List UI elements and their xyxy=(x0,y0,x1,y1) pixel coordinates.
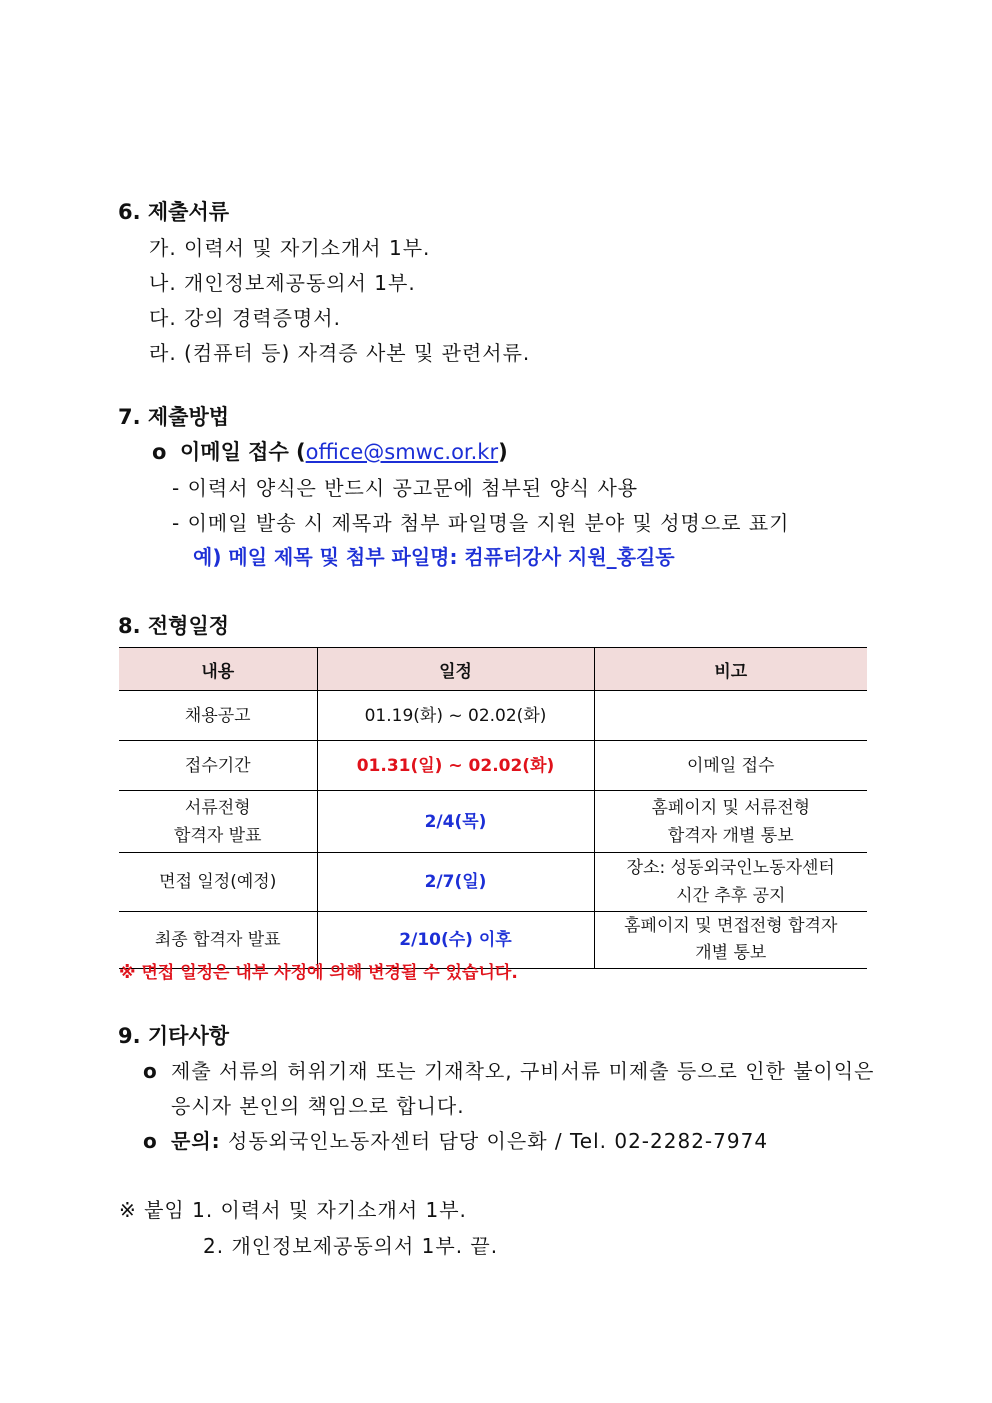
row-content: 서류전형 합격자 발표 xyxy=(119,791,317,853)
section-9-title: 9. 기타사항 xyxy=(118,1024,230,1048)
row-content: 채용공고 xyxy=(119,691,317,741)
s9-inquiry xyxy=(143,1125,768,1154)
bullet-icon: o xyxy=(143,1059,158,1083)
s6-item-3: 다. 강의 경력증명서. xyxy=(149,306,341,330)
header-date: 일정 xyxy=(317,648,594,691)
inquiry-text: 성동외국인노동자센터 담당 이은화 / Tel. 02-2282-7974 xyxy=(220,1129,769,1153)
header-note: 비고 xyxy=(594,648,867,691)
row-content: 면접 일정(예정) xyxy=(119,853,317,912)
email-link[interactable]: office@smwc.or.kr xyxy=(305,440,499,464)
row-note: 장소: 성동외국인노동자센터 시간 추후 공지 xyxy=(594,853,867,912)
row-note xyxy=(594,691,867,741)
s6-item-1: 가. 이력서 및 자기소개서 1부. xyxy=(149,236,431,260)
s7-note-1: - 이력서 양식은 반드시 공고문에 첨부된 양식 사용 xyxy=(172,476,639,500)
attachment-line-2: 2. 개인정보제공동의서 1부. 끝. xyxy=(203,1234,499,1258)
s7-example: 예) 메일 제목 및 첨부 파일명: 컴퓨터강사 지원_홍길동 xyxy=(193,545,675,569)
s9-line-1: o 제출 서류의 허위기재 또는 기재착오, 구비서류 미제출 등으로 인한 불이익은 xyxy=(143,1059,875,1083)
s7-method-close: ) xyxy=(498,440,508,464)
s6-item-4: 라. (컴퓨터 등) 자격증 사본 및 관련서류. xyxy=(149,341,531,365)
table-row xyxy=(119,741,867,791)
section-7-title: 7. 제출방법 xyxy=(118,405,230,429)
row-date: 01.31(일) ~ 02.02(화) xyxy=(317,741,594,791)
section-8-title: 8. 전형일정 xyxy=(118,614,230,638)
attachment-line-1: ※ 붙임 1. 이력서 및 자기소개서 1부. xyxy=(119,1198,467,1222)
row-content: 최종 합격자 발표 xyxy=(119,912,317,969)
table-row xyxy=(119,791,867,853)
bullet-icon: o xyxy=(152,440,167,464)
table-row xyxy=(119,853,867,912)
schedule-notice: ※ 면접 일정은 내부 사정에 의해 변경될 수 있습니다. xyxy=(119,963,518,983)
section-6-title: 6. 제출서류 xyxy=(118,200,230,224)
row-content: 접수기간 xyxy=(119,741,317,791)
schedule-table xyxy=(119,647,867,969)
inquiry-label: 문의: xyxy=(171,1129,221,1153)
table-row xyxy=(119,691,867,741)
row-date: 2/10(수) 이후 xyxy=(317,912,594,969)
s6-item-2: 나. 개인정보제공동의서 1부. xyxy=(149,271,416,295)
s7-method-line xyxy=(152,436,508,466)
row-note: 홈페이지 및 서류전형 합격자 개별 통보 xyxy=(594,791,867,853)
s9-line-2: 응시자 본인의 책임으로 합니다. xyxy=(171,1094,465,1118)
row-note: 이메일 접수 xyxy=(594,741,867,791)
row-date: 01.19(화) ~ 02.02(화) xyxy=(317,691,594,741)
table-header-row xyxy=(119,648,867,691)
s7-method-label: 이메일 접수 ( xyxy=(180,440,306,464)
s7-note-2: - 이메일 발송 시 제목과 첨부 파일명을 지원 분야 및 성명으로 표기 xyxy=(172,511,790,535)
header-content: 내용 xyxy=(119,648,317,691)
row-note: 홈페이지 및 면접전형 합격자 개별 통보 xyxy=(594,912,867,969)
row-date: 2/4(목) xyxy=(317,791,594,853)
bullet-icon: o xyxy=(143,1129,158,1153)
row-date: 2/7(일) xyxy=(317,853,594,912)
